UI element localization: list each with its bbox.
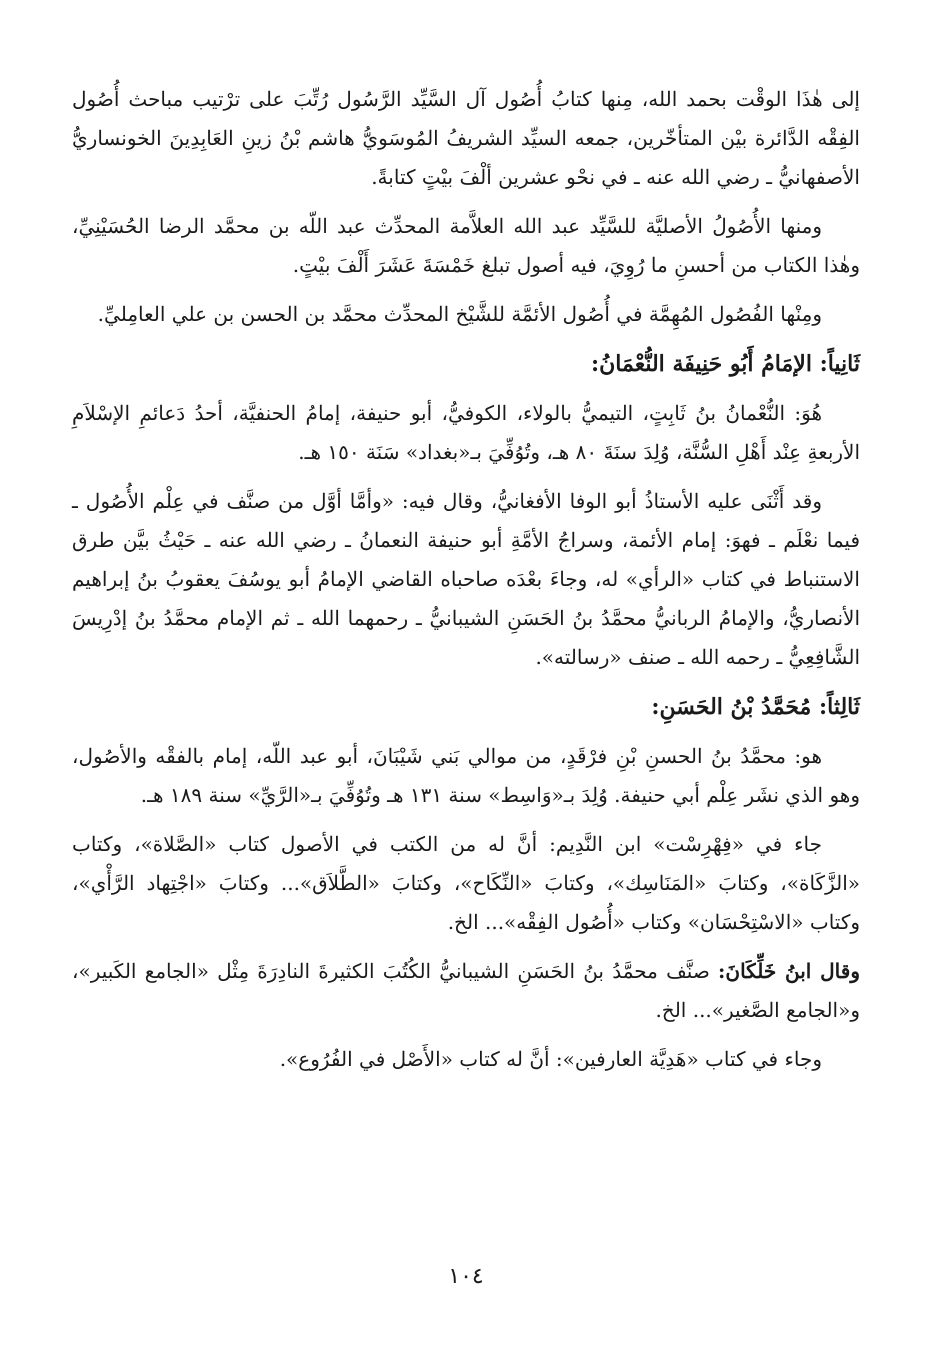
heading-abu-hanifa: ثَانِياً: الإمَامُ أَبُو حَنِيفَة النُّعْمَانُ:	[591, 351, 860, 377]
page-body	[72, 80, 860, 1089]
heading-muhammad-bin-hasan: ثَالِثاً: مُحَمَّدُ بْنُ الحَسَنِ:	[651, 694, 860, 720]
paragraph-fusul-muhimma: ومِنْها الفُصُول المُهِمَّة في أُصُول الأئمَّة للشَّيْخ المحدِّث محمَّد بن الحسن بن علي العامِليِّ.	[97, 302, 822, 326]
bio-text: النُّعْمانُ بنُ ثَابِتٍ، التيميُّ بالولاء، الكوفيُّ، أبو حنيفة، إمامُ الحنفيَّة، أحدُ دَعائمِ الإسْلاَمِ الأربعةِ عِنْد أَهْلِ السُّنَّة، وُلِدَ سنَةَ ٨٠ هـ، وتُوُفِّيَ بـ«بغداد» سَنَة ١٥٠ هـ.	[72, 401, 860, 464]
paragraph-usul-asliyya: ومنها الأُصُولُ الأصليَّة للسَّيِّد عبد الله العلاَّمة المحدِّث عبد اللّه بن محمَّد الرضا الحُسَيْنِيِّ، وهٰذا الكتاب من أحسنِ ما رُوِيَ، فيه أصول تبلغ خَمْسَةَ عَشَرَ أَلْفَ بيْتٍ.	[72, 214, 860, 277]
ibn-khallikan-text: صنَّف محمَّدُ بنُ الحَسَنِ الشيبانيُّ الكُتُبَ الكثيرةَ النادِرَةَ مِثْل «الجامع الكَبير»، و«الجامع الصَّغير»... الخ.	[72, 959, 860, 1022]
ibn-khallikan-lead: وقال ابنُ خَلِّكَانَ:	[718, 959, 860, 983]
paragraph-usul-books: إلى هٰذَا الوقْت بحمد الله، مِنها كتابُ أُصُول آل السَّيِّد الرَّسُول رُتِّبَ على ترْتيب مباحث أُصُول الفِقْه الدَّائرة بيْن المتأخّرين، جمعه السيِّد الشريفُ المُوسَويُّ هاشم بْنُ زينِ العَابِدِينَ الخونساريُّ الأصفهانيُّ ـ رضي الله عنه ـ في نحْو عشرين ألْفَ بيْتٍ كتابةً.	[72, 87, 860, 189]
paragraph-ibn-khallikan	[72, 952, 860, 1030]
paragraph-muhammad-bio: هو: محمَّدُ بنُ الحسنِ بْنِ فرْقَدٍ، من موالي بَني شَيْبَانَ، أبو عبد اللّه، إمام بالفقْه والأصُول، وهو الذي نشَر عِلْم أبي حنيفة. وُلِدَ بـ«وَاسِط» سنة ١٣١ هـ وتُوُفِّيَ بـ«الرَّيِّ» سنة ١٨٩ هـ.	[72, 744, 860, 807]
paragraph-afghani-praise: وقد أَثْنَى عليه الأستاذُ أبو الوفا الأفغانيُّ، وقال فيه: «وأمَّا أوَّل من صنَّف في عِلْم الأُصُول ـ فيما نعْلَم ـ فهوَ: إمام الأئمة، وسراجُ الأمَّةِ أبو حنيفة النعمانُ ـ رضي الله عنه ـ حَيْثُ بيَّن طرق الاستنباط في كتاب «الرأي» له، وجاءَ بعْدَه صاحباه القاضي الإمامُ أبو يوسُفَ يعقوبُ بنُ إبراهيم الأنصاريُّ، والإمامُ الربانيُّ محمَّدُ بنُ الحَسَنِ الشيبانيُّ ـ رحمهما الله ـ ثم الإمام محمَّدُ بنُ إدْرِيسَ الشَّافِعِيُّ ـ رحمه الله ـ صنف «رسالته».	[72, 489, 861, 669]
paragraph-fihrist: جاء في «فِهْرِسْت» ابن النَّدِيم: أنَّ له من الكتب في الأصول كتاب «الصَّلاة»، وكتاب «الزَّكَاة»، وكتابَ «المَنَاسِك»، وكتابَ «النِّكَاح»، وكتابَ «الطَّلاَق»... وكتابَ «اجْتِهاد الرَّأْي»، وكتاب «الاسْتِحْسَان» وكتاب «أُصُول الفِقْه»... الخ.	[72, 832, 860, 934]
bio-lead: هُوَ:	[794, 401, 822, 425]
page-number: ١٠٤	[448, 1264, 484, 1289]
paragraph-hadiyyat-al-arifin: وجاء في كتاب «هَدِيَّة العارفين»: أنَّ له كتاب «الأَصْل في الفُرُوع».	[279, 1047, 822, 1071]
paragraph-abu-hanifa-bio	[72, 394, 860, 472]
